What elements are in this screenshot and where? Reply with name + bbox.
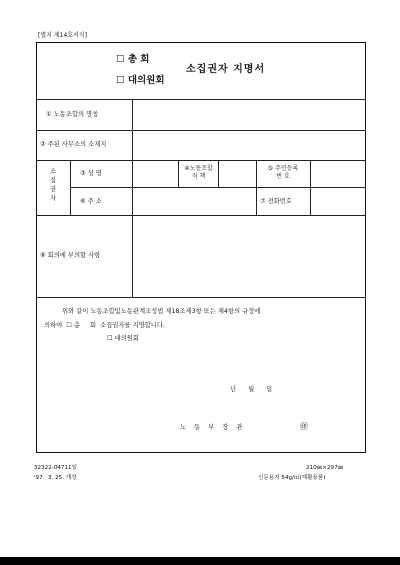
rule-row4-bottom [36, 215, 366, 216]
form-tag: [별지 제14호서식] [38, 32, 87, 39]
rule-position-label-right [218, 160, 219, 187]
statement-line-2: 의하여 ☐ 총 회 소집권자를 지명합니다. [44, 322, 165, 329]
form-frame [36, 42, 366, 453]
label-office-address: ② 주된 사무소의 소재지 [40, 141, 107, 148]
seal-mark: ㊞ [300, 422, 308, 431]
scan-edge-bar [0, 557, 400, 565]
label-union-name: ① 노동조합의 명칭 [46, 111, 99, 118]
rule-convener-group [70, 160, 71, 215]
statement-line-1: 위와 같이 노동조합및노동관계조정법 제18조제3항 또는 제4항의 규정에 [62, 308, 261, 315]
date-line: 년 월 일 [230, 386, 273, 393]
rule-label-column [132, 99, 133, 160]
issuing-authority: 노 동 부 장 관 [180, 424, 243, 431]
rule-agenda-bottom [36, 297, 366, 298]
rule-resident-left [256, 160, 257, 215]
statement-line-3: ☐ 대의원회 [107, 335, 139, 342]
title-option-general-meeting: ☐ 총 회 [116, 54, 150, 65]
form-title: 소집권자 지명서 [186, 64, 266, 75]
rule-row2-bottom [36, 160, 366, 161]
footer-paper-size: 210㎜×297㎜ [306, 465, 344, 471]
title-option-delegates: ☐ 대의원회 [116, 75, 165, 86]
footer-form-code: 32322-04711일 [34, 465, 78, 471]
label-resident-number: ⑤ 주민등록 번 호 [267, 165, 299, 180]
label-convener-group: 소집권자 [49, 168, 57, 202]
label-phone: ⑦ 전화번호 [260, 198, 292, 205]
rule-agenda-label [132, 215, 133, 297]
label-agenda: ⑧ 회의에 부의할 사항 [40, 252, 101, 259]
rule-row1-bottom [36, 130, 366, 131]
label-union-position: ④노동조합 직 책 [184, 165, 213, 180]
label-name: ③ 성 명 [80, 170, 102, 177]
rule-resident-right [310, 160, 311, 215]
rule-name-label [132, 160, 133, 215]
footer-paper-spec: 신문용지 54g/㎡(재활용품) [258, 475, 326, 481]
footer-revision-date: '97. 3. 25. 개정 [34, 475, 77, 481]
rule-row3-bottom [70, 187, 366, 188]
rule-title-bottom [36, 99, 366, 100]
label-address: ⑥ 주 소 [80, 198, 102, 205]
